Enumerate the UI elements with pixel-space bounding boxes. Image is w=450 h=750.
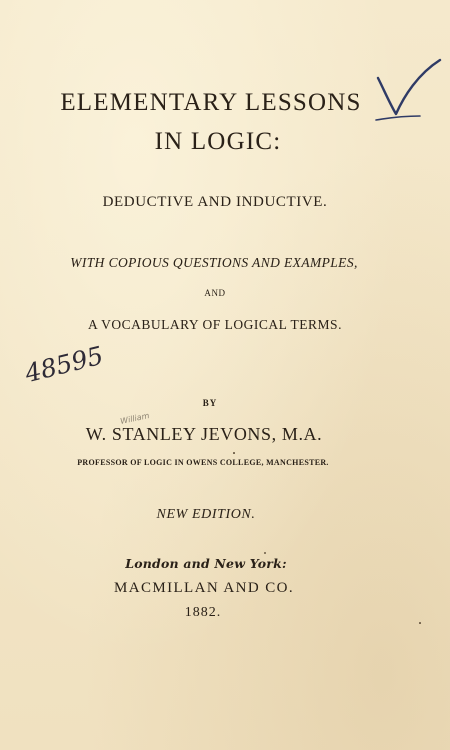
edition: NEW EDITION. bbox=[156, 507, 256, 522]
author-affiliation: PROFESSOR OF LOGIC IN OWENS COLLEGE, MANCHESTER. bbox=[77, 458, 329, 467]
title-line-1: ELEMENTARY LESSONS bbox=[60, 89, 362, 116]
paper-speck bbox=[264, 552, 266, 554]
imprint-publisher: MACMILLAN AND CO. bbox=[113, 580, 295, 596]
imprint-place: London and New York: bbox=[125, 556, 287, 571]
author-name: W. STANLEY JEVONS, M.A. bbox=[85, 424, 323, 444]
by-line: BY bbox=[202, 398, 218, 408]
and-line: AND bbox=[204, 288, 226, 298]
vocabulary-line: A VOCABULARY OF LOGICAL TERMS. bbox=[88, 317, 342, 332]
paper-speck bbox=[419, 622, 421, 624]
paper-speck bbox=[233, 452, 235, 454]
subtitle: DEDUCTIVE AND INDUCTIVE. bbox=[102, 194, 328, 210]
title-line-2: IN LOGIC: bbox=[154, 128, 282, 155]
with-questions-line: WITH COPIOUS QUESTIONS AND EXAMPLES, bbox=[70, 255, 358, 270]
pencil-note: William bbox=[119, 411, 151, 426]
accession-number: 48595 bbox=[22, 340, 107, 389]
imprint-year: 1882. bbox=[184, 605, 222, 620]
